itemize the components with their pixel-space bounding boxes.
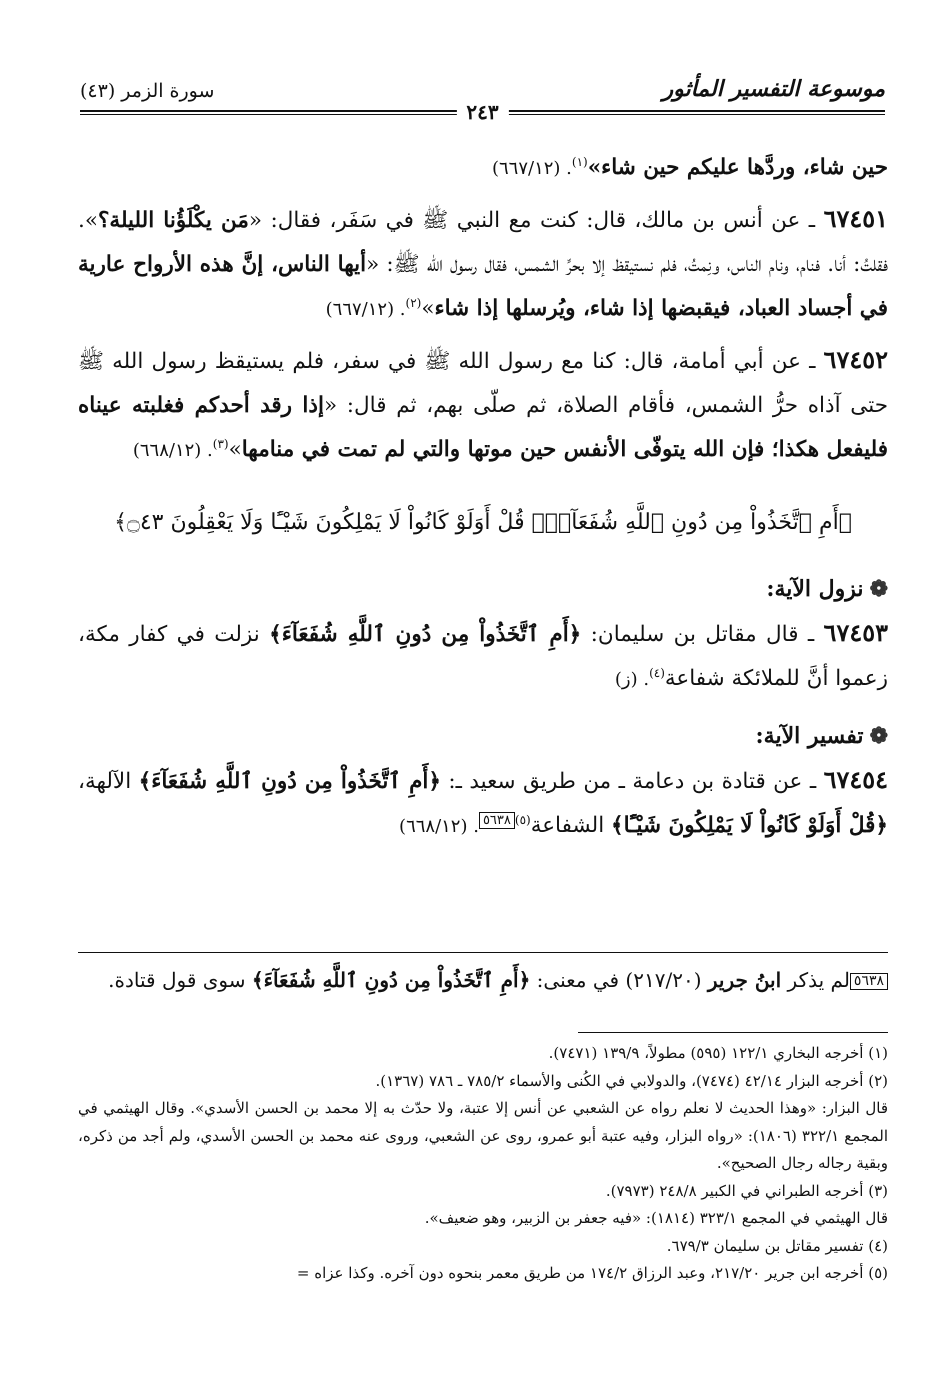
footnote-marker: (٢) bbox=[405, 295, 422, 310]
editor-note-text: لم يذكر bbox=[781, 968, 850, 992]
narration: ـ عن أنس بن مالك، قال: كنت مع النبي ﷺ في سَفَر، فقال: « bbox=[248, 208, 824, 233]
hadith-67453 bbox=[78, 611, 888, 702]
narration: الشفاعة bbox=[530, 813, 612, 838]
footnote: قال الهيثمي في المجمع ٣٢٣/١ (١٨١٤): «فيه جعفر بن الزبير، وهو ضعيف». bbox=[424, 1209, 888, 1227]
narration: » bbox=[228, 437, 242, 462]
footnote-marker: (٥) bbox=[514, 812, 531, 827]
hadith-number: ٦٧٤٥١ bbox=[823, 204, 889, 233]
section-nuzul bbox=[78, 567, 888, 611]
footnote-marker: (١) bbox=[571, 154, 588, 169]
narration: الآلهة، bbox=[78, 769, 139, 794]
footnote: (٣) أخرجه الطبراني في الكبير ٢٤٨/٨ (٧٩٧٣). bbox=[605, 1181, 888, 1200]
hadith-number: ٦٧٤٥٣ bbox=[823, 618, 888, 647]
page-number: ٢٤٣ bbox=[456, 100, 508, 124]
narration: ـ قال مقاتل بن سليمان: bbox=[581, 622, 824, 647]
footnote: (٢) أخرجه البزار ٤٢/١٤ (٧٤٧٤)، والدولابي في الكُنى والأسماء ٧٨٥/٢ ـ ٧٨٦ (١٣٦٧). bbox=[375, 1071, 888, 1090]
footnote: (٥) أخرجه ابن جرير ٢١٧/٢٠، وعبد الرزاق ١٧٤/٢ من طريق معمر بنحوه دون آخره. وكذا عزاه = bbox=[296, 1264, 888, 1282]
flower-ornament-icon: ❁ bbox=[869, 723, 888, 749]
hadith-67452 bbox=[78, 338, 888, 473]
footnote-rule bbox=[578, 1032, 888, 1033]
hadith-67451 bbox=[78, 197, 888, 332]
hadith-text: حين شاء، وردَّها عليكم حين شاء» bbox=[587, 155, 888, 180]
editor-note-text: سوى قول قتادة. bbox=[108, 968, 252, 992]
section-title: تفسير الآية: bbox=[755, 723, 864, 749]
book-title: موسوعة التفسير المأثور bbox=[662, 76, 885, 102]
reference: . (٦٦٨/١٢) bbox=[399, 816, 479, 837]
editor-note-name: ابنُ جرير bbox=[707, 968, 782, 992]
editor-note-number: ٥٦٣٨ bbox=[850, 973, 888, 990]
reference: . (٦٦٨/١٢) bbox=[132, 440, 213, 461]
narration: نزلت في كفار مكة، زعموا أنَّ للملائكة شفاعة bbox=[78, 622, 888, 691]
editor-note-marker: ٥٦٣٨ bbox=[479, 812, 515, 829]
editor-note bbox=[78, 962, 888, 998]
hadith-number: ٦٧٤٥٢ bbox=[823, 345, 888, 374]
narration: ». فقلتُ: أنا. فنام، ونام الناس، ونِمتُ، فلم نستيقظ إلا بحرِّ الشمس، فقال رسول الله ﷺ: « bbox=[78, 208, 888, 277]
footnote: (١) أخرجه البخاري ١٢٢/١ (٥٩٥) مطولاً، ١٣٩/٩ (٧٤٧١). bbox=[548, 1044, 888, 1062]
surah-label: سورة الزمر (٤٣) bbox=[80, 80, 215, 102]
reference: . (٦٦٧/١٢) bbox=[491, 158, 572, 179]
reference: . (ز) bbox=[614, 669, 650, 690]
narration: ـ عن قتادة بن دعامة ـ من طريق سعيد ـ: bbox=[440, 769, 824, 794]
footnote: (٤) تفسير مقاتل بن سليمان ٦٧٩/٣. bbox=[666, 1236, 888, 1255]
section-title: نزول الآية: bbox=[766, 576, 864, 602]
narration: ـ عن أبي أمامة، قال: كنا مع رسول الله ﷺ في سفر، فلم يستيقظ رسول الله ﷺ حتى آذاه حرُّ الشمس، فأقام الصلاة، ثم صلّى بهم، ثم قال: « bbox=[78, 349, 889, 418]
continuation-paragraph bbox=[78, 146, 888, 191]
editor-note-rule bbox=[78, 952, 888, 953]
verse-quote: ﴿أَمِ ٱتَّخَذُواْ مِن دُونِ ٱللَّهِ شُفَعَآءَ﴾ bbox=[269, 622, 582, 647]
reference: . (٦٦٧/١٢) bbox=[325, 299, 406, 320]
hadith-number: ٦٧٤٥٤ bbox=[823, 765, 889, 794]
footnotes bbox=[78, 1040, 888, 1288]
footnote: قال البزار: «وهذا الحديث لا نعلم رواه عن الشعبي عن أنس إلا عتبة، ولا حدّث به إلا محمد بن الحسن الأسدي». وقال الهيثمي في المجمع ٣٢٢/١ (١٨٠٦): «رواه البزار، وفيه عتبة أبو عمرو، روى عن الشعبي، وروى عنه محمد بن الحسن الأسدي، ولم أجد من ذكره، وبقية رجاله رجال الصحيح». bbox=[78, 1099, 889, 1172]
hadith-text: أيها الناس، إنَّ هذه الأرواح عارية في أجساد العباد، فيقبضها إذا شاء، ويُرسلها إذا شاء bbox=[78, 252, 888, 321]
editor-note-text: (٢١٧/٢٠) في معنى: bbox=[530, 968, 708, 992]
hadith-text: مَن يكْلَؤُنا الليلة؟ bbox=[98, 208, 249, 233]
verse-quote: ﴿أَمِ ٱتَّخَذُواْ مِن دُونِ ٱللَّهِ شُفَعَآءَ﴾ bbox=[138, 769, 441, 794]
verse-quote: ﴿قُلْ أَوَلَوْ كَانُواْ لَا يَمْلِكُونَ شَيْـًٔا﴾ bbox=[611, 813, 888, 838]
narration: » bbox=[421, 296, 435, 321]
page-header bbox=[80, 70, 885, 124]
hadith-text: إذا رقد أحدكم فغلبته عيناه فليفعل هكذا؛ فإن الله يتوفّى الأنفس حين موتها والتي لم تمت في منامها bbox=[78, 393, 888, 462]
verse-quote: ﴿أَمِ ٱتَّخَذُواْ مِن دُونِ ٱللَّهِ شُفَعَآءَ﴾ bbox=[251, 968, 531, 992]
main-text bbox=[78, 146, 888, 855]
hadith-67454 bbox=[78, 758, 888, 849]
section-tafsir bbox=[78, 714, 888, 758]
flower-ornament-icon: ❁ bbox=[869, 576, 888, 602]
footnote-marker: (٣) bbox=[212, 436, 229, 451]
footnote-marker: (٤) bbox=[649, 665, 665, 680]
quran-verse: ﴿أَمِ ٱتَّخَذُواْ مِن دُونِ ٱللَّهِ شُفَعَآءَۚ قُلْ أَوَلَوْ كَانُواْ لَا يَمْلِكُونَ شَيْـًٔا وَلَا يَعْقِلُونَ ۝٤٣﴾ bbox=[114, 510, 852, 535]
